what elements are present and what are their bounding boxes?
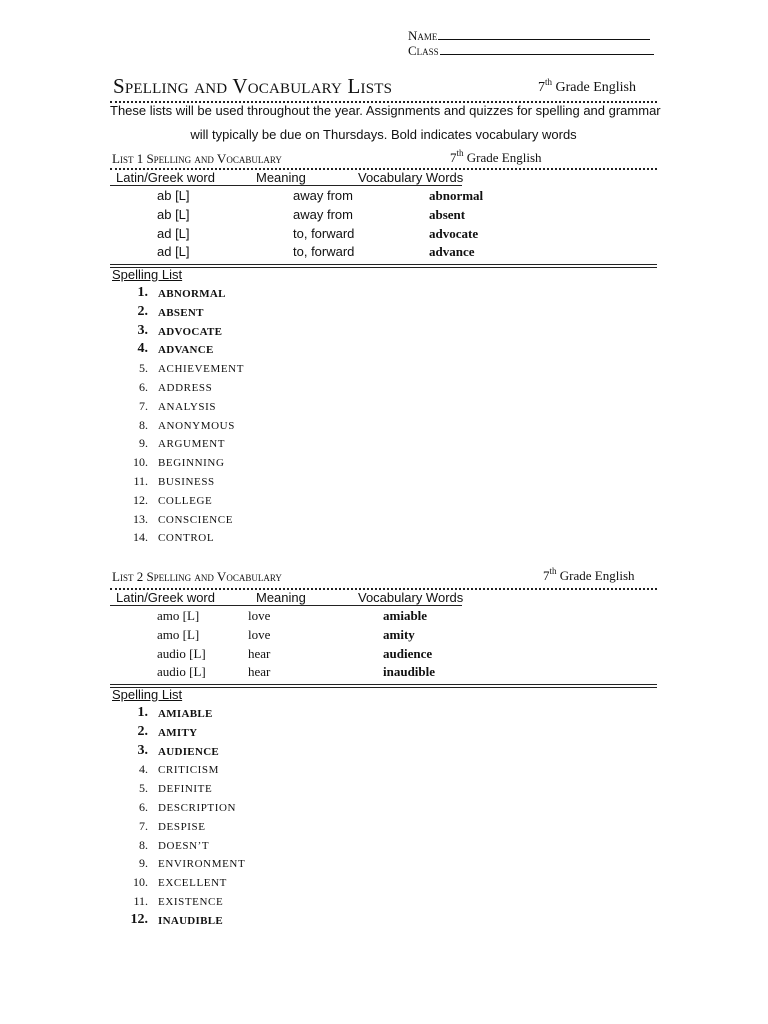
table-bottom-rule [110,264,657,268]
spelling-word: DOESN’T [158,839,210,852]
spelling-number: 7. [139,818,148,833]
meaning-cell: hear [248,664,271,679]
vocab-cell: amity [383,627,415,642]
vocab-cell: amiable [383,608,428,623]
vocab-cell: absent [429,207,466,222]
spelling-number: 3. [137,322,148,338]
spelling-number: 2. [137,723,148,739]
root-cell: audio [L] [157,646,206,661]
name-label: Name [408,28,438,43]
spelling-word: AMITY [158,726,198,739]
spelling-word: INAUDIBLE [158,914,224,927]
spelling-word: AMIABLE [158,708,213,720]
spelling-number: 4. [137,341,148,357]
spelling-word: ADVOCATE [158,325,223,338]
meaning-cell: away from [293,188,353,203]
spelling-number: 9. [139,436,148,451]
table-bottom-rule [110,684,657,688]
list-title: List 2 Spelling and Vocabulary [112,569,282,584]
class-label: Class [408,43,439,58]
spelling-word: COLLEGE [158,494,213,507]
meaning-cell: love [248,608,271,623]
spelling-number: 5. [139,361,148,376]
root-cell: ab [L] [157,188,190,203]
vocab-cell: abnormal [429,188,484,203]
class-field [408,43,654,59]
spelling-number: 5. [139,781,148,796]
spelling-word: CONTROL [158,532,215,545]
spelling-list-label: Spelling List [112,267,183,282]
spelling-number: 9. [139,856,148,871]
spelling-word: ARGUMENT [158,438,226,451]
name-line [438,29,650,40]
col-header-rule [110,185,462,186]
meaning-cell: hear [248,646,271,661]
spelling-word: ABNORMAL [158,288,226,300]
spelling-number: 6. [139,380,148,394]
spelling-number: 8. [139,837,148,852]
root-cell: ab [L] [157,207,190,222]
spelling-word: ABSENT [158,306,204,319]
spelling-word: BEGINNING [158,457,225,470]
spelling-word: ADDRESS [158,382,213,394]
spelling-word: ENVIRONMENT [158,858,246,871]
intro-line-2: will typically be due on Thursdays. Bold indicates vocabulary words [190,127,577,142]
vocab-cell: audience [383,646,433,661]
meaning-cell: love [248,627,271,642]
spelling-number: 8. [139,417,148,432]
spelling-number: 4. [139,762,148,777]
spelling-number: 10. [133,455,148,470]
class-line [440,44,654,55]
spelling-word: EXCELLENT [158,877,227,890]
vocab-cell: advance [429,244,475,259]
col-header-rule [110,605,462,606]
spelling-list-label: Spelling List [112,687,183,702]
list-grade: 7th Grade English [543,566,635,583]
page-grade: 7th Grade English [538,77,636,95]
spelling-number: 11. [133,894,148,908]
list-title: List 1 Spelling and Vocabulary [112,151,282,166]
page-title: Spelling and Vocabulary Lists [113,74,393,98]
spelling-word: EXISTENCE [158,896,224,908]
root-cell: audio [L] [157,664,206,679]
col-header-root: Latin/Greek word [116,170,215,185]
meaning-cell: to, forward [293,226,355,241]
root-cell: amo [L] [157,608,200,623]
spelling-word: AUDIENCE [158,745,220,758]
meaning-cell: away from [293,207,353,222]
spelling-word: ANONYMOUS [158,419,235,432]
meaning-cell: to, forward [293,244,355,259]
name-field [408,28,650,44]
list-grade: 7th Grade English [450,148,542,165]
spelling-number: 2. [137,303,148,319]
spelling-word: DEFINITE [158,783,213,796]
spelling-word: ANALYSIS [158,400,217,413]
spelling-number: 13. [133,511,148,526]
spelling-word: CRITICISM [158,764,220,777]
root-cell: ad [L] [157,244,190,259]
spelling-number: 1. [137,705,148,720]
col-header-vocab: Vocabulary Words [358,590,464,605]
spelling-word: DESPISE [158,820,206,833]
spelling-word: ACHIEVEMENT [158,363,245,376]
spelling-number: 6. [139,800,148,814]
spelling-number: 11. [133,474,148,488]
spelling-word: BUSINESS [158,476,215,488]
spelling-number: 12. [130,911,148,927]
root-cell: amo [L] [157,627,200,642]
spelling-number: 7. [139,398,148,413]
spelling-number: 3. [137,742,148,758]
spelling-number: 1. [137,285,148,300]
vocab-cell: inaudible [383,664,436,679]
vocab-cell: advocate [429,226,479,241]
col-header-vocab: Vocabulary Words [358,170,464,185]
spelling-number: 14. [133,530,148,545]
root-cell: ad [L] [157,226,190,241]
col-header-meaning: Meaning [256,590,306,605]
intro-line-1: These lists will be used throughout the year. Assignments and quizzes for spelling and grammar [110,103,661,118]
spelling-word: DESCRIPTION [158,802,237,814]
spelling-word: CONSCIENCE [158,513,234,526]
col-header-meaning: Meaning [256,170,306,185]
spelling-number: 10. [133,875,148,890]
col-header-root: Latin/Greek word [116,590,215,605]
spelling-word: ADVANCE [158,344,214,357]
spelling-number: 12. [133,492,148,507]
